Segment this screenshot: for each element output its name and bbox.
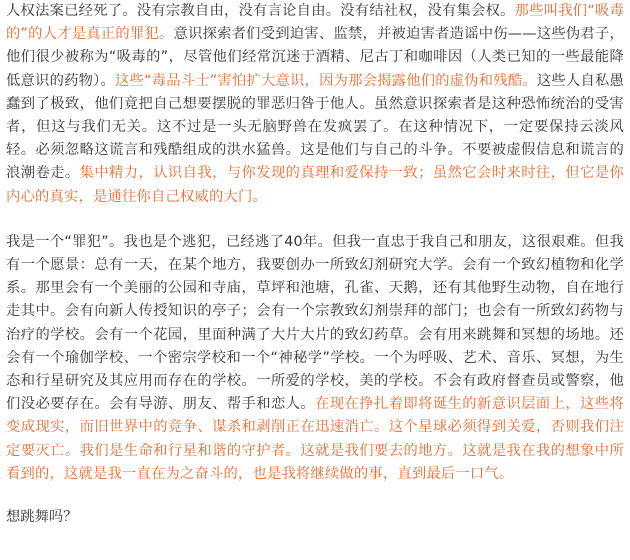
closing-question: 想跳舞吗？: [6, 509, 78, 526]
vision-sentences: 我是一个“罪犯”。我也是个逃犯，已经逃了40年。但我一直忠于我自己和朋友，这很艰难。但我有一个愿景：总有一天，在某个地方，我要创办一所致幻剂研究大学。会有一个致幻植物和化学系。那里会有一个美丽的公园和寺庙，草坪和池塘，孔雀、天鹅，还有其他野生动物，自在地行走其中。会有向新人传授知识的亭子；会有一个宗教致幻剂崇拜的部门；也会有一所致幻药物与治疗的学校。会有一个花园，里面种满了大片大片的致幻药草。会有用来跳舞和冥想的场地。还会有一个瑜伽学校、一个密宗学校和一个“神秘学”学校。一个为呼吸、艺术、音乐、冥想，为生态和行星研究及其应用而存在的学校。一所爱的学校，美的学校。不会有政府督查员或警察，他们没必要存在。会有导游、朋友、帮手和恋人。: [6, 233, 624, 413]
drug-warriors-highlight: 这些“毒品斗士”害怕扩大意识，因为那会揭露他们的虚伪和残酷。: [115, 72, 537, 89]
guardians-highlight: 我们是生命和行星和谐的守护者。: [79, 442, 301, 459]
new-consciousness-highlight: 在现在挣扎着即将诞生的新意识层面上，这些将变成现实，而旧世界中的竞争、谋杀和剥削正在迅速消亡。这个星球必须得到关爱，否则我们注定要灭亡。: [6, 396, 624, 459]
persecution-sentence: 意识探索者们受到迫害、监禁，并被迫害者造谣中伤——这些伪君子，他们很少被称为“吸毒的”，尽管他们经常沉迷于酒精、尼古丁和咖啡因（人类已知的一些最能降低意识的药物）。: [6, 26, 624, 89]
paragraph-2: [6, 231, 624, 486]
paragraph-spacer: [6, 209, 624, 231]
paragraph-spacer: [6, 486, 624, 506]
article-body: [6, 0, 624, 528]
paragraph-1: [6, 0, 624, 209]
stay-calm-sentences: 这些人自私愚蠢到了极致，他们竟把自己想要摆脱的罪恶归咎于他人。虽然意识探索者是这种恐怖统治的受害者，但这与我们无关。这不过是一头无脑野兽在发疯罢了。在这种情况下，一定要保持云淡风轻。必须忽略这谎言和残酷组成的洪水猛兽。这是他们与自己的斗争。不要被虚假信息和谎言的浪潮卷走。: [6, 72, 625, 182]
bill-of-rights-sentence: 人权法案已经死了。没有宗教自由，没有言论自由。没有结社权，没有集会权。: [6, 3, 515, 19]
focus-highlight: 集中精力，认识自我，与你发现的真理和爱保持一致；虽然它会时来时往，但它是你内心的真实，是通往你自己权威的大门。: [6, 165, 625, 205]
real-criminals-highlight: 那些叫我们“吸毒的”的人才是真正的罪犯。: [6, 3, 624, 43]
where-we-go-highlight: 这就是我们要去的地方。这就是我在我的想象中所看到的，这就是我一直在为之奋斗的，也是我将继续做的事，直到最后一口气。: [6, 442, 625, 482]
